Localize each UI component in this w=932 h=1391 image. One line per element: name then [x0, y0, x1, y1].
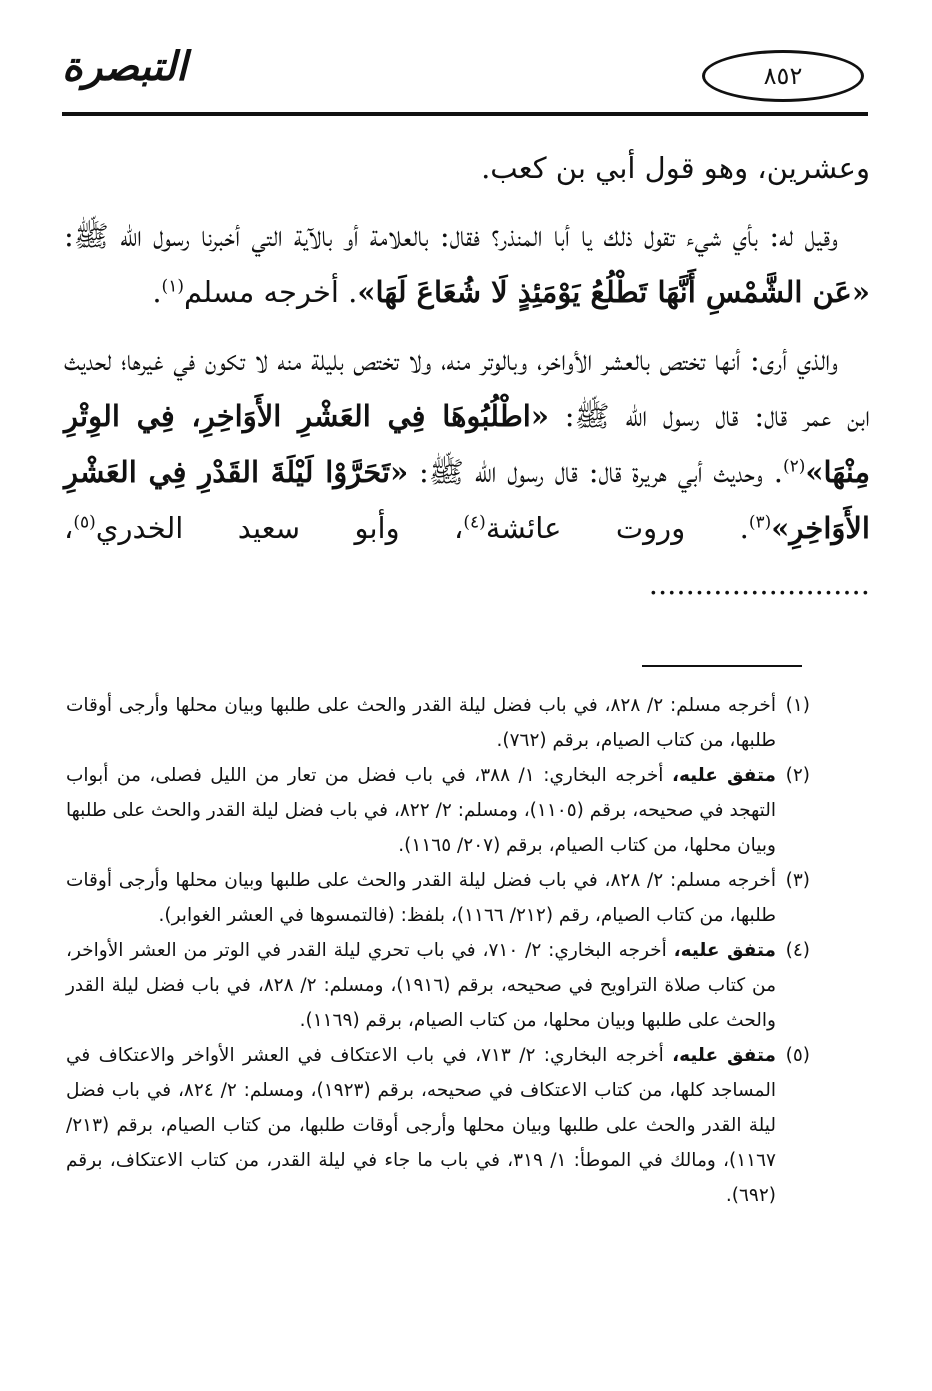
footnote-number: (٤) [785, 940, 810, 961]
footnote-ref-1[interactable]: (١) [161, 276, 184, 297]
footnote-number: (٢) [785, 765, 810, 786]
footnotes [66, 688, 810, 1213]
footnote-4 [66, 933, 810, 1038]
footnote-text: أخرجه البخاري: ٢/ ٧١٠، في باب تحري ليلة القدر في الوتر من العشر الأواخر، من كتاب صلاة التراويح في صحيحه، برقم (١٩١٦)، ومسلم: ٢/ ٨٢٨، في باب فضل ليلة القدر والحث على طلبها وبيان محلها، من كتاب الصيام، برقم (١١٦٩). [66, 940, 777, 1031]
p3-text-d: ، وأبو سعيد الخدري [95, 511, 464, 545]
header-rule [62, 112, 868, 116]
paragraph-1: وعشرين، وهو قول أبي بن كعب. [481, 151, 870, 185]
main-text [64, 140, 870, 612]
p3-text-b: . وحديث أبي هريرة قال: قال رسول الله ﷺ: [408, 455, 783, 489]
footnote-number: (٣) [785, 870, 810, 891]
p3-text-e: ، ........................ [64, 511, 870, 601]
hadith-quote-sun: «عَن الشَّمْسِ أَنَّهَا تَطْلُعُ يَوْمَئِذٍ لَا شُعَاعَ لَهَا» [357, 275, 870, 309]
footnote-1 [66, 688, 810, 758]
footnote-5 [66, 1038, 810, 1213]
footnote-text: أخرجه البخاري: ١/ ٣٨٨، في باب فضل من تعار من الليل فصلى، من أبواب التهجد في صحيحه، برقم (١١٠٥)، ومسلم: ٢/ ٨٢٢، في باب فضل ليلة القدر والحث على طلبها وبيان محلها، من كتاب الصيام، برقم (٢٠٧/ ١١٦٥). [66, 765, 776, 856]
footnote-2 [66, 758, 810, 863]
p2-text-c: . [152, 275, 162, 309]
footnote-text: أخرجه مسلم: ٢/ ٨٢٨، في باب فضل ليلة القدر والحث على طلبها وبيان محلها وأرجى أوقات طلبها، من كتاب الصيام، برقم (٧٦٢). [66, 695, 776, 751]
footnote-ref-3[interactable]: (٣) [748, 512, 772, 533]
page-header [62, 40, 868, 118]
page-number: ٨٥٢ [763, 62, 803, 90]
footnote-separator [642, 665, 802, 667]
footnote-lead: متفق عليه، [671, 765, 776, 786]
p2-text-b: . أخرجه مسلم [183, 275, 358, 309]
footnote-lead: متفق عليه، [672, 1045, 776, 1066]
footnote-number: (٥) [785, 1045, 810, 1066]
p3-text-a: والذي أرى: أنها تختص بالعشر الأواخر، وبالوتر منه، ولا تختص بليلة منه لا تكون في غيرها؛ لحديث ابن عمر قال: قال رسول الله ﷺ: [64, 343, 871, 433]
book-title-logo: التبصرة [62, 43, 188, 90]
footnote-ref-4[interactable]: (٤) [463, 512, 486, 533]
p3-text-c: . وروت عائشة [485, 511, 749, 545]
footnote-ref-5[interactable]: (٥) [73, 512, 96, 533]
hadith-quote-seek-qadr: «تَحَرَّوْا لَيْلَةَ القَدْرِ فِي العَشْرِ الأَوَاخِرِ» [64, 455, 870, 545]
footnote-number: (١) [785, 695, 810, 716]
footnote-3 [66, 863, 810, 933]
paragraph-3 [64, 332, 870, 612]
footnote-text: أخرجه البخاري: ٢/ ٧١٣، في باب الاعتكاف في العشر الأواخر والاعتكاف في المساجد كلها، من كتاب الاعتكاف في صحيحه، برقم (١٩٢٣)، ومسلم: ٢/ ٨٢٤، في باب فضل ليلة القدر والحث على طلبها وبيان محلها وأرجى أوقات طلبها، من كتاب الصيام، برقم (٢١٣/ ١١٦٧)، ومالك في الموطأ: ١/ ٣١٩، في باب ما جاء في ليلة القدر، من كتاب الاعتكاف، برقم (٦٩٢). [66, 1045, 776, 1206]
page-number-oval [702, 50, 864, 102]
paragraph-2 [64, 208, 870, 320]
footnote-lead: متفق عليه، [673, 940, 776, 961]
footnote-ref-2[interactable]: (٢) [782, 456, 806, 477]
hadith-quote-odd-nights: «اطْلُبُوهَا فِي العَشْرِ الأَوَاخِرِ، فِي الوِتْرِ مِنْهَا» [64, 399, 870, 489]
footnote-text: أخرجه مسلم: ٢/ ٨٢٨، في باب فضل ليلة القدر والحث على طلبها وبيان محلها وأرجى أوقات طلبها، من كتاب الصيام، رقم (٢١٢/ ١١٦٦)، بلفظ: (فالتمسوها في العشر الغوابر). [66, 870, 776, 926]
p2-text-a: وقيل له: بأي شيء تقول ذلك يا أبا المنذر؟ فقال: بالعلامة أو بالآية التي أخبرنا رسول الله ﷺ: [64, 219, 838, 253]
